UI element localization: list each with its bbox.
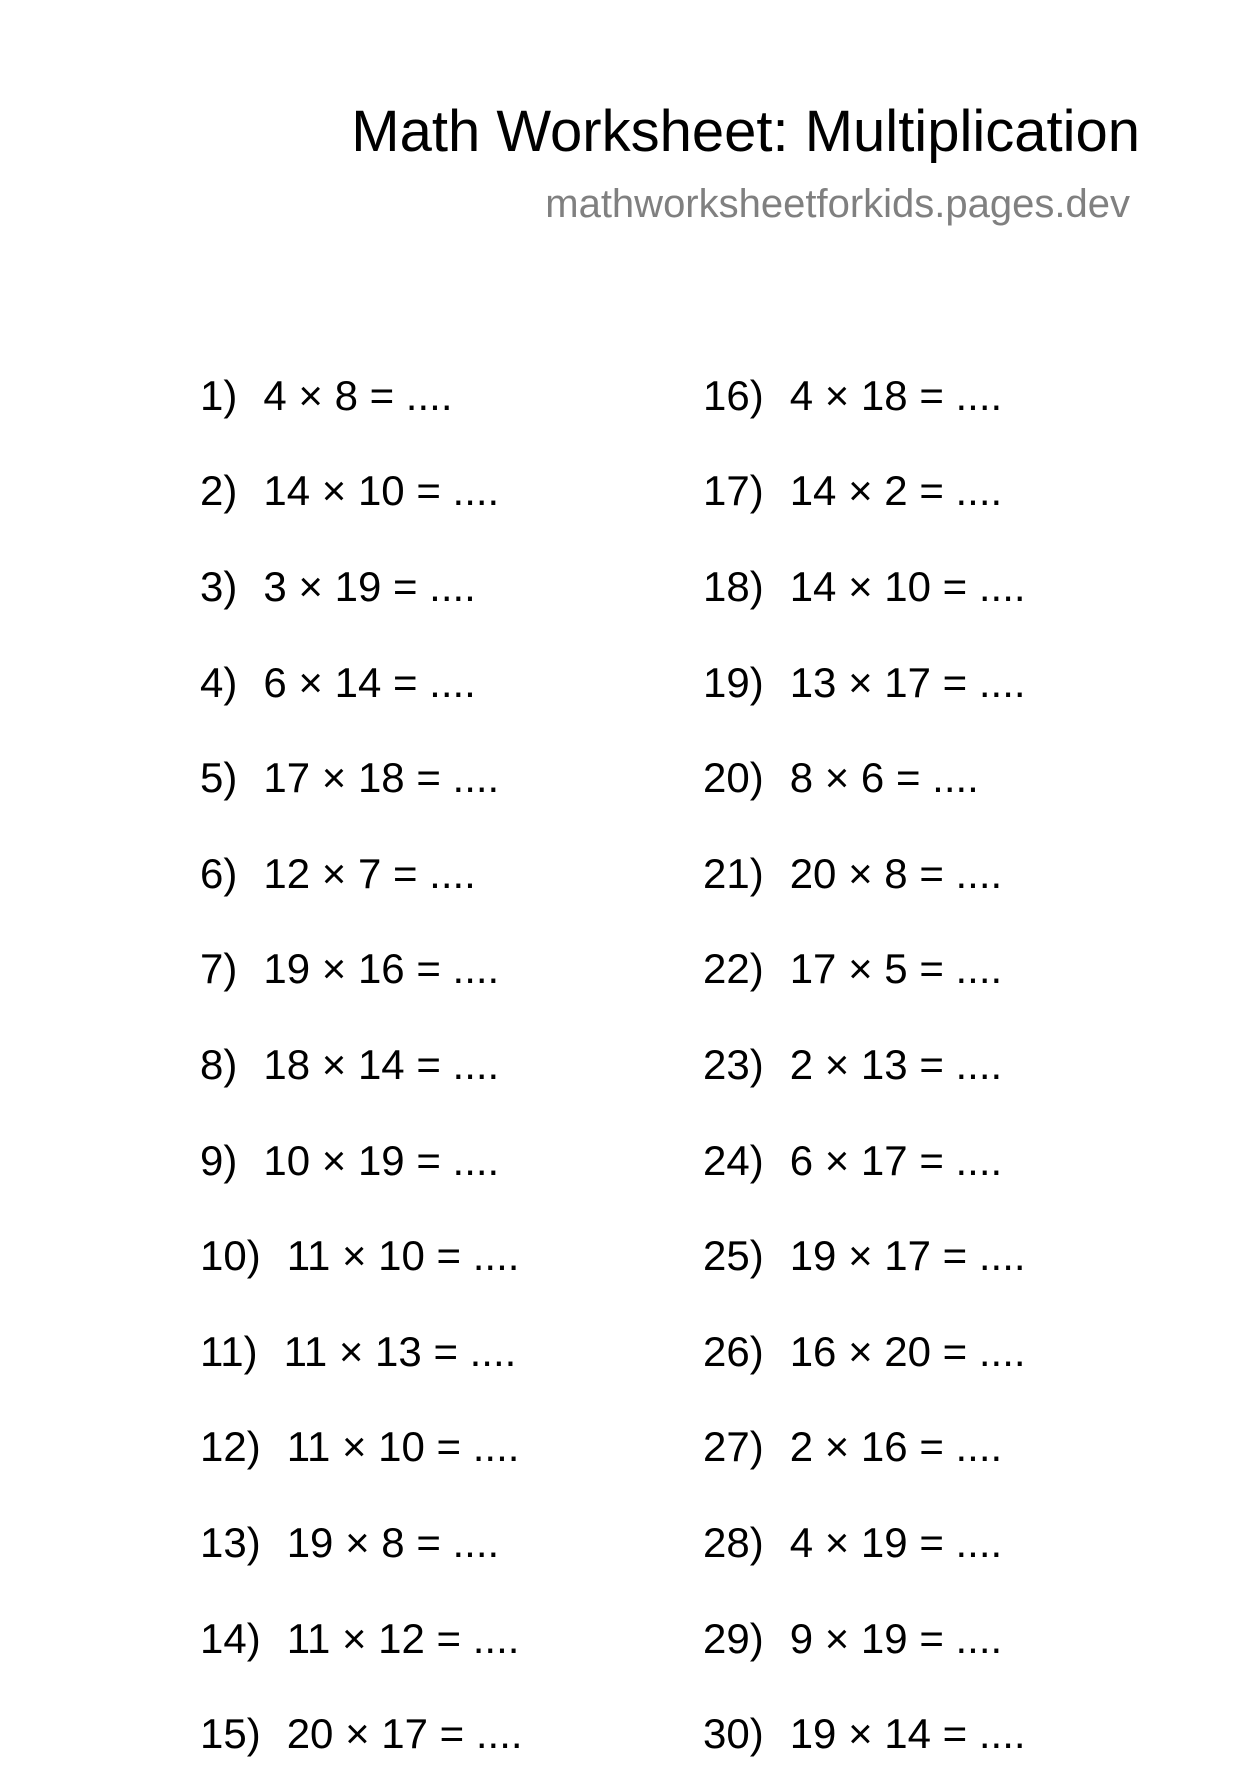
problem-expression: 11 × 12 = .... bbox=[286, 1614, 520, 1662]
problem-expression: 17 × 5 = .... bbox=[789, 945, 1003, 993]
problem-item bbox=[200, 539, 523, 635]
problem-number: 24) bbox=[703, 1136, 764, 1184]
problem-item bbox=[200, 1495, 523, 1591]
problem-expression: 13 × 17 = .... bbox=[789, 658, 1026, 706]
problem-expression: 18 × 14 = .... bbox=[263, 1040, 500, 1088]
problem-expression: 4 × 19 = .... bbox=[789, 1518, 1003, 1566]
problem-expression: 6 × 17 = .... bbox=[789, 1136, 1003, 1184]
problem-expression: 20 × 8 = .... bbox=[789, 849, 1003, 897]
problem-number: 2) bbox=[200, 467, 238, 515]
problem-number: 12) bbox=[200, 1423, 261, 1471]
problem-expression: 11 × 10 = .... bbox=[286, 1423, 520, 1471]
problem-item bbox=[703, 1400, 1026, 1496]
problem-number: 3) bbox=[200, 562, 238, 610]
problem-expression: 19 × 16 = .... bbox=[263, 945, 500, 993]
problem-item bbox=[703, 1495, 1026, 1591]
problem-number: 25) bbox=[703, 1232, 764, 1280]
problem-number: 15) bbox=[200, 1710, 261, 1758]
problem-expression: 10 × 19 = .... bbox=[263, 1136, 500, 1184]
problem-number: 8) bbox=[200, 1040, 238, 1088]
problem-number: 4) bbox=[200, 658, 238, 706]
problem-number: 28) bbox=[703, 1518, 764, 1566]
problem-expression: 14 × 2 = .... bbox=[789, 467, 1003, 515]
problem-item bbox=[703, 635, 1026, 731]
problem-item bbox=[703, 1304, 1026, 1400]
problem-item bbox=[200, 1400, 523, 1496]
problem-expression: 2 × 13 = .... bbox=[789, 1040, 1003, 1088]
worksheet-header bbox=[351, 96, 1140, 230]
problem-number: 20) bbox=[703, 754, 764, 802]
problem-number: 1) bbox=[200, 371, 238, 419]
problem-item bbox=[200, 826, 523, 922]
problem-item bbox=[200, 635, 523, 731]
problem-number: 26) bbox=[703, 1327, 764, 1375]
problem-expression: 11 × 10 = .... bbox=[286, 1232, 520, 1280]
problem-expression: 4 × 8 = .... bbox=[263, 371, 453, 419]
problem-expression: 17 × 18 = .... bbox=[263, 754, 500, 802]
problem-expression: 14 × 10 = .... bbox=[789, 562, 1026, 610]
problem-item bbox=[703, 1113, 1026, 1209]
problem-item bbox=[703, 348, 1026, 444]
problem-expression: 20 × 17 = .... bbox=[286, 1710, 523, 1758]
problem-number: 17) bbox=[703, 467, 764, 515]
problem-expression: 16 × 20 = .... bbox=[789, 1327, 1026, 1375]
problem-column-left bbox=[200, 348, 523, 1782]
problem-item bbox=[200, 1113, 523, 1209]
problem-expression: 2 × 16 = .... bbox=[789, 1423, 1003, 1471]
problem-expression: 4 × 18 = .... bbox=[789, 371, 1003, 419]
problem-column-right bbox=[703, 348, 1026, 1782]
problem-number: 19) bbox=[703, 658, 764, 706]
problem-number: 30) bbox=[703, 1710, 764, 1758]
problem-number: 11) bbox=[200, 1327, 258, 1375]
problem-item bbox=[200, 1304, 523, 1400]
problem-item bbox=[200, 1208, 523, 1304]
problem-item bbox=[200, 922, 523, 1018]
problem-number: 16) bbox=[703, 371, 764, 419]
problem-item bbox=[703, 730, 1026, 826]
problem-number: 5) bbox=[200, 754, 238, 802]
problem-number: 9) bbox=[200, 1136, 238, 1184]
problem-number: 13) bbox=[200, 1518, 261, 1566]
problem-item bbox=[200, 730, 523, 826]
problem-number: 18) bbox=[703, 562, 764, 610]
problem-item bbox=[703, 1017, 1026, 1113]
problem-number: 27) bbox=[703, 1423, 764, 1471]
problem-item bbox=[703, 922, 1026, 1018]
problem-item bbox=[200, 1686, 523, 1782]
problem-item bbox=[200, 348, 523, 444]
site-url: mathworksheetforkids.pages.dev bbox=[545, 182, 1130, 226]
problem-expression: 14 × 10 = .... bbox=[263, 467, 500, 515]
problem-item bbox=[200, 1017, 523, 1113]
problem-item bbox=[703, 1686, 1026, 1782]
problem-expression: 3 × 19 = .... bbox=[263, 562, 476, 610]
problem-item bbox=[703, 444, 1026, 540]
problem-number: 10) bbox=[200, 1232, 261, 1280]
problem-expression: 9 × 19 = .... bbox=[789, 1614, 1003, 1662]
problem-expression: 19 × 8 = .... bbox=[286, 1518, 500, 1566]
problem-number: 6) bbox=[200, 849, 238, 897]
problem-item bbox=[200, 1591, 523, 1687]
problem-expression: 11 × 13 = .... bbox=[283, 1327, 517, 1375]
problem-number: 14) bbox=[200, 1614, 261, 1662]
problem-item bbox=[703, 1208, 1026, 1304]
problem-expression: 12 × 7 = .... bbox=[263, 849, 476, 897]
problem-number: 21) bbox=[703, 849, 764, 897]
problem-expression: 19 × 17 = .... bbox=[789, 1232, 1026, 1280]
problem-number: 23) bbox=[703, 1040, 764, 1088]
page-title: Math Worksheet: Multiplication bbox=[351, 99, 1140, 164]
problem-number: 29) bbox=[703, 1614, 764, 1662]
problem-expression: 19 × 14 = .... bbox=[789, 1710, 1026, 1758]
problem-number: 7) bbox=[200, 945, 238, 993]
problem-number: 22) bbox=[703, 945, 764, 993]
problem-expression: 8 × 6 = .... bbox=[789, 754, 979, 802]
problem-expression: 6 × 14 = .... bbox=[263, 658, 476, 706]
problem-item bbox=[703, 1591, 1026, 1687]
problem-item bbox=[703, 539, 1026, 635]
problem-item bbox=[200, 444, 523, 540]
problem-item bbox=[703, 826, 1026, 922]
